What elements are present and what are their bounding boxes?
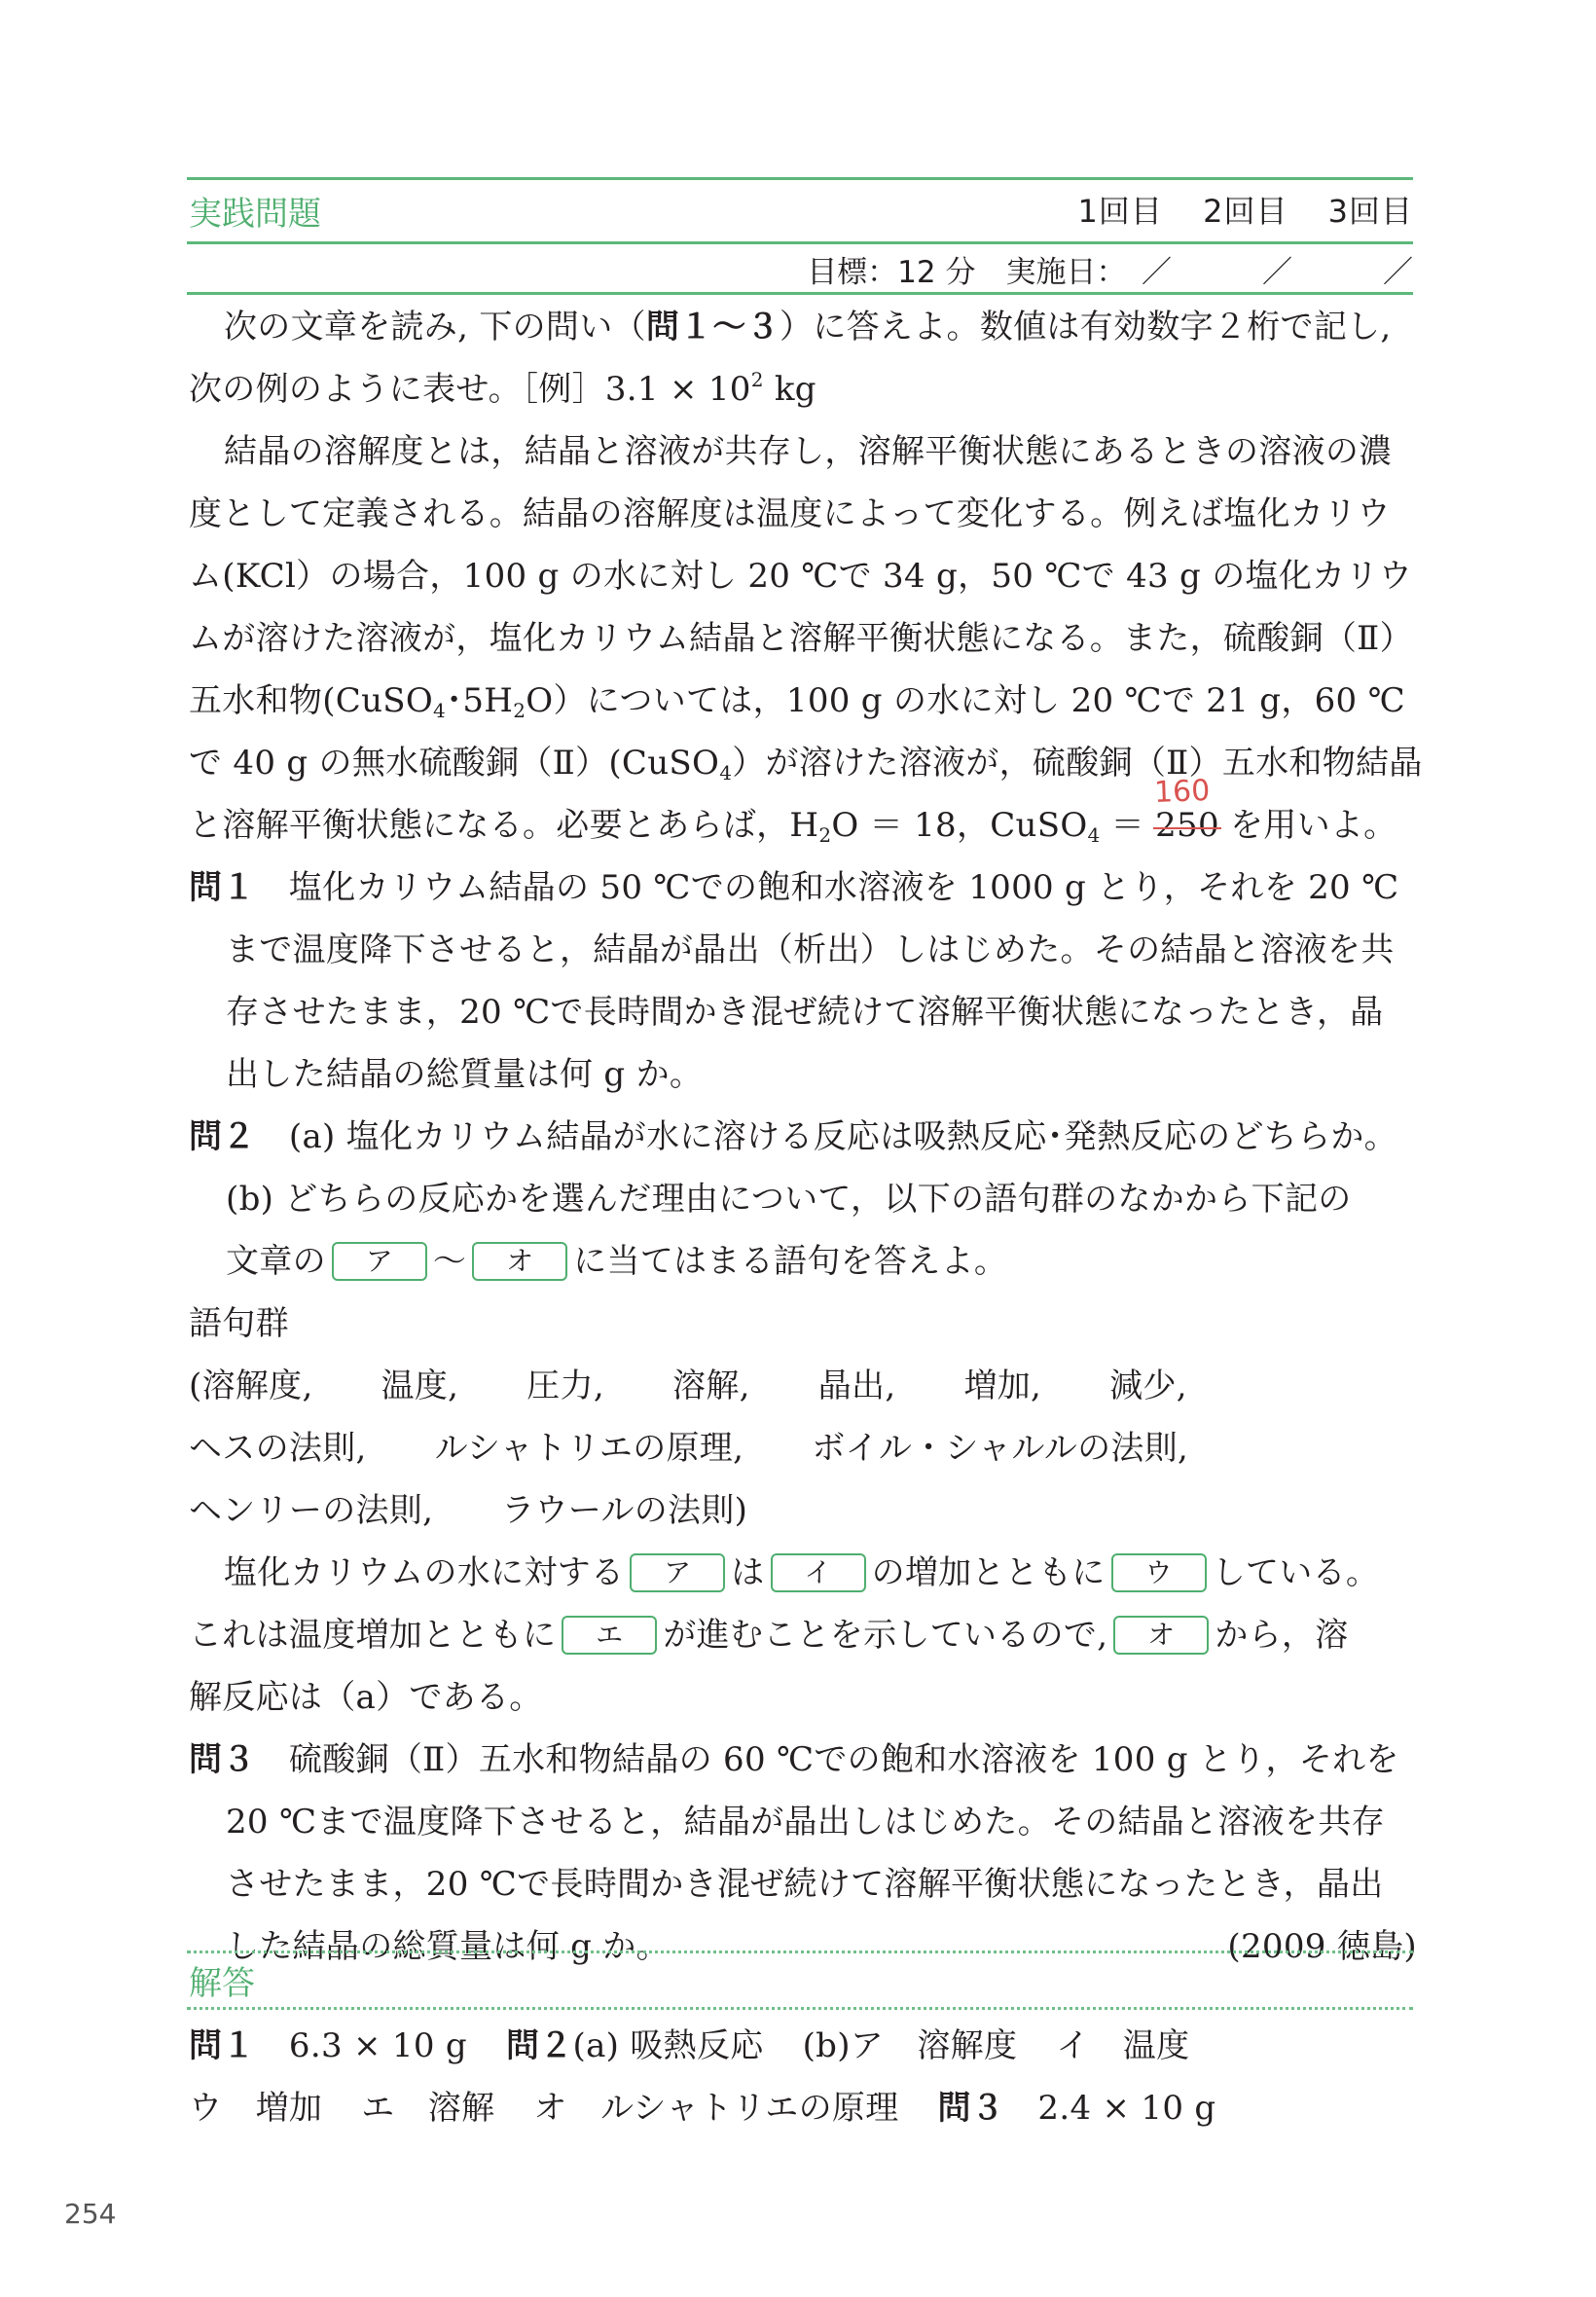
- passage-line-3: ム(KCl）の場合，100 g の水に対し 20 ℃で 34 g，50 ℃で 43 g の塩化カリウ: [189, 557, 1413, 596]
- passage-line-1: 結晶の溶解度とは，結晶と溶液が共存し，溶解平衡状態にあるときの溶液の濃: [224, 432, 1393, 471]
- round-2: 2回目: [1203, 193, 1288, 230]
- target-meta: [189, 245, 1413, 294]
- q1-label: 問１: [189, 868, 256, 907]
- passage-line-2: 度として定義される。結晶の溶解度は温度によって変化する。例えば塩化カリウ: [189, 494, 1391, 533]
- word-group-row-1: (溶解度, 温度, 圧力, 溶解, 晶出, 増加, 減少,: [189, 1367, 1187, 1405]
- round-1: 1回目: [1077, 193, 1163, 230]
- q2-sentence-3: 解反応は（a）である。: [189, 1678, 543, 1717]
- q2-line-3: 文章の ア ～ オ に当てはまる語句を答えよ。: [226, 1242, 1008, 1281]
- blank-box-u: ウ: [1111, 1553, 1207, 1592]
- q2-sentence-2: これは温度増加とともに エ が進むことを示しているので, オ から，溶: [189, 1616, 1349, 1655]
- answer-top-rule: [187, 1951, 1413, 1953]
- q3-line-4: した結晶の総質量は何 g か。: [226, 1927, 670, 1966]
- q1-line-3: 存させたまま，20 ℃で長時間かき混ぜ続けて溶解平衡状態になったとき，晶: [226, 993, 1384, 1032]
- word-group-row-2: ヘスの法則, ルシャトリエの原理, ボイル・シャルルの法則,: [189, 1429, 1189, 1468]
- answer-title: 解答: [189, 1964, 255, 2003]
- q3-line-2: 20 ℃まで温度降下させると，結晶が晶出しはじめた。その結晶と溶液を共存: [226, 1803, 1385, 1841]
- section-header: [189, 183, 1413, 237]
- passage-line-4: ムが溶けた溶液が，塩化カリウム結晶と溶解平衡状態になる。また，硫酸銅（Ⅱ）: [189, 619, 1413, 658]
- passage-line-7: と溶解平衡状態になる。必要とあらば，$H_2O = 18$，CuSO$_4$ ＝ 250 を用いよ。: [189, 806, 1397, 847]
- blank-box-e: エ: [562, 1616, 657, 1655]
- passage-line-6: で 40 g の無水硫酸銅（Ⅱ）(CuSO$_4$）が溶けた溶液が，硫酸銅（Ⅱ）五水和物結晶: [189, 744, 1423, 784]
- q2-line-2: (b) どちらの反応かを選んだ理由について，以下の語句群のなかから下記の: [226, 1180, 1352, 1219]
- blank-box-a: ア: [332, 1242, 427, 1281]
- q3-line-3: させたまま，20 ℃で長時間かき混ぜ続けて溶解平衡状態になったとき，晶出: [226, 1865, 1384, 1904]
- q1-line-4: 出した結晶の総質量は何 g か。: [226, 1055, 704, 1094]
- round-3: 3回目: [1327, 193, 1413, 230]
- blank-box-o: オ: [1113, 1616, 1209, 1655]
- target-time-date: 目標：12 分 実施日： ／ ／ ／: [807, 255, 1413, 290]
- section-title: 実践問題: [189, 195, 321, 234]
- q1-line-1: 問１ 塩化カリウム結晶の 50 ℃での飽和水溶液を 1000 g とり，それを 20 ℃: [189, 868, 1399, 907]
- passage-line-5: 五水和物(CuSO$_4$･$5H_2O$）については，100 g の水に対し 20 ℃で 21 g，60 ℃: [189, 681, 1405, 722]
- struck-value: 250: [1155, 806, 1219, 845]
- header-top-rule: [187, 177, 1413, 180]
- round-checkboxes: [1049, 187, 1413, 232]
- page-number: 254: [64, 2198, 117, 2230]
- q3-label: 問３: [189, 1740, 256, 1779]
- header-bottom-rule: [187, 292, 1413, 295]
- blank-box-a: ア: [630, 1553, 725, 1592]
- q2-label: 問２: [189, 1117, 256, 1156]
- blank-box-i: イ: [771, 1553, 866, 1592]
- handwritten-correction: 160: [1153, 774, 1211, 810]
- blank-box-o: オ: [472, 1242, 567, 1281]
- word-group-row-3: ヘンリーの法則, ラウールの法則): [189, 1491, 748, 1530]
- header-mid-rule: [187, 241, 1413, 244]
- intro-line-2: 次の例のように表せ。［例］3.1 × $10^2$ kg: [189, 368, 816, 409]
- answer-line-2: ウ 増加 エ 溶解 オ ルシャトリエの原理 問３ 2.4 × 10 g: [189, 2089, 1216, 2128]
- q2-sentence-1: 塩化カリウムの水に対する ア は イ の増加とともに ウ している。: [224, 1553, 1380, 1592]
- q3-line-1: 問３ 硫酸銅（Ⅱ）五水和物結晶の 60 ℃での飽和水溶液を 100 g とり，それを: [189, 1740, 1399, 1779]
- q1-line-2: まで温度降下させると，結晶が晶出（析出）しはじめた。その結晶と溶液を共: [226, 930, 1395, 969]
- q2-line-1: 問２ (a) 塩化カリウム結晶が水に溶ける反応は吸熱反応･発熱反応のどちらか。: [189, 1117, 1397, 1156]
- word-group-title: 語句群: [189, 1304, 289, 1343]
- intro-line-1: 次の文章を読み, 下の問い（問１～３）に答えよ。数値は有効数字２桁で記し,: [224, 308, 1392, 346]
- answer-bottom-rule: [187, 2007, 1413, 2010]
- answer-line-1: 問１ 6.3 × 10 g 問２(a) 吸熱反応 (b)ア 溶解度 イ 温度: [189, 2026, 1190, 2065]
- q3-source: (2009 徳島): [1227, 1927, 1417, 1966]
